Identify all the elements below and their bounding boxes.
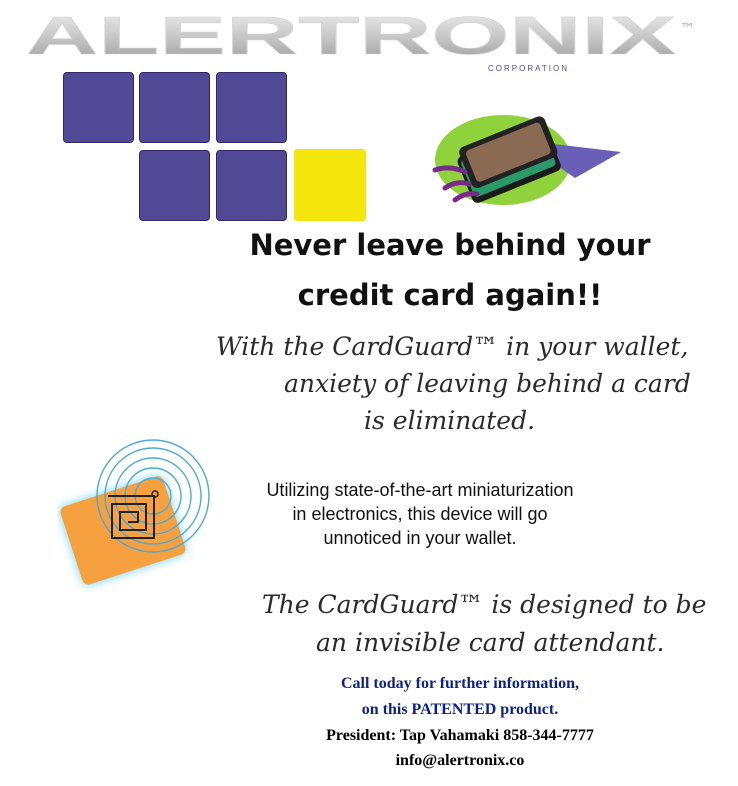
alertronix-logo [22,2,682,62]
email-contact: info@alertronix.co [395,752,525,769]
script-line-1: With the CardGuard™ in your wallet, [216,332,689,361]
president-contact: President: Tap Vahamaki 858-344-7777 [326,727,594,744]
script-line-2: anxiety of leaving behind a card [284,369,691,398]
yellow-tile [294,149,366,221]
tagline-line-2: an invisible card attendant. [316,628,665,657]
wallet-illustration [425,110,625,210]
cta-line-1: Call today for further information, [340,675,580,692]
tagline-line-1: The CardGuard™ is designed to be [262,590,707,619]
rfid-card-icon [58,438,218,593]
purple-tile [139,72,210,143]
script-line-3: is eliminated. [364,406,536,435]
headline-line-2: credit card again!! [297,278,603,312]
trademark-symbol: ™ [680,20,695,38]
purple-tile [216,150,287,221]
cta-line-2: on this PATENTED product. [361,701,559,718]
body-line-3: unnoticed in your wallet. [323,528,517,548]
purple-tile [139,150,210,221]
logo-subtitle: CORPORATION [488,64,569,73]
body-line-2: in electronics, this device will go [292,504,548,524]
purple-tile [216,72,287,143]
purple-tile [63,72,134,143]
logo-wordmark: ALERTRONIX [26,6,676,62]
headline-line-1: Never leave behind your [249,228,651,262]
body-line-1: Utilizing state-of-the-art miniaturization [266,480,574,500]
